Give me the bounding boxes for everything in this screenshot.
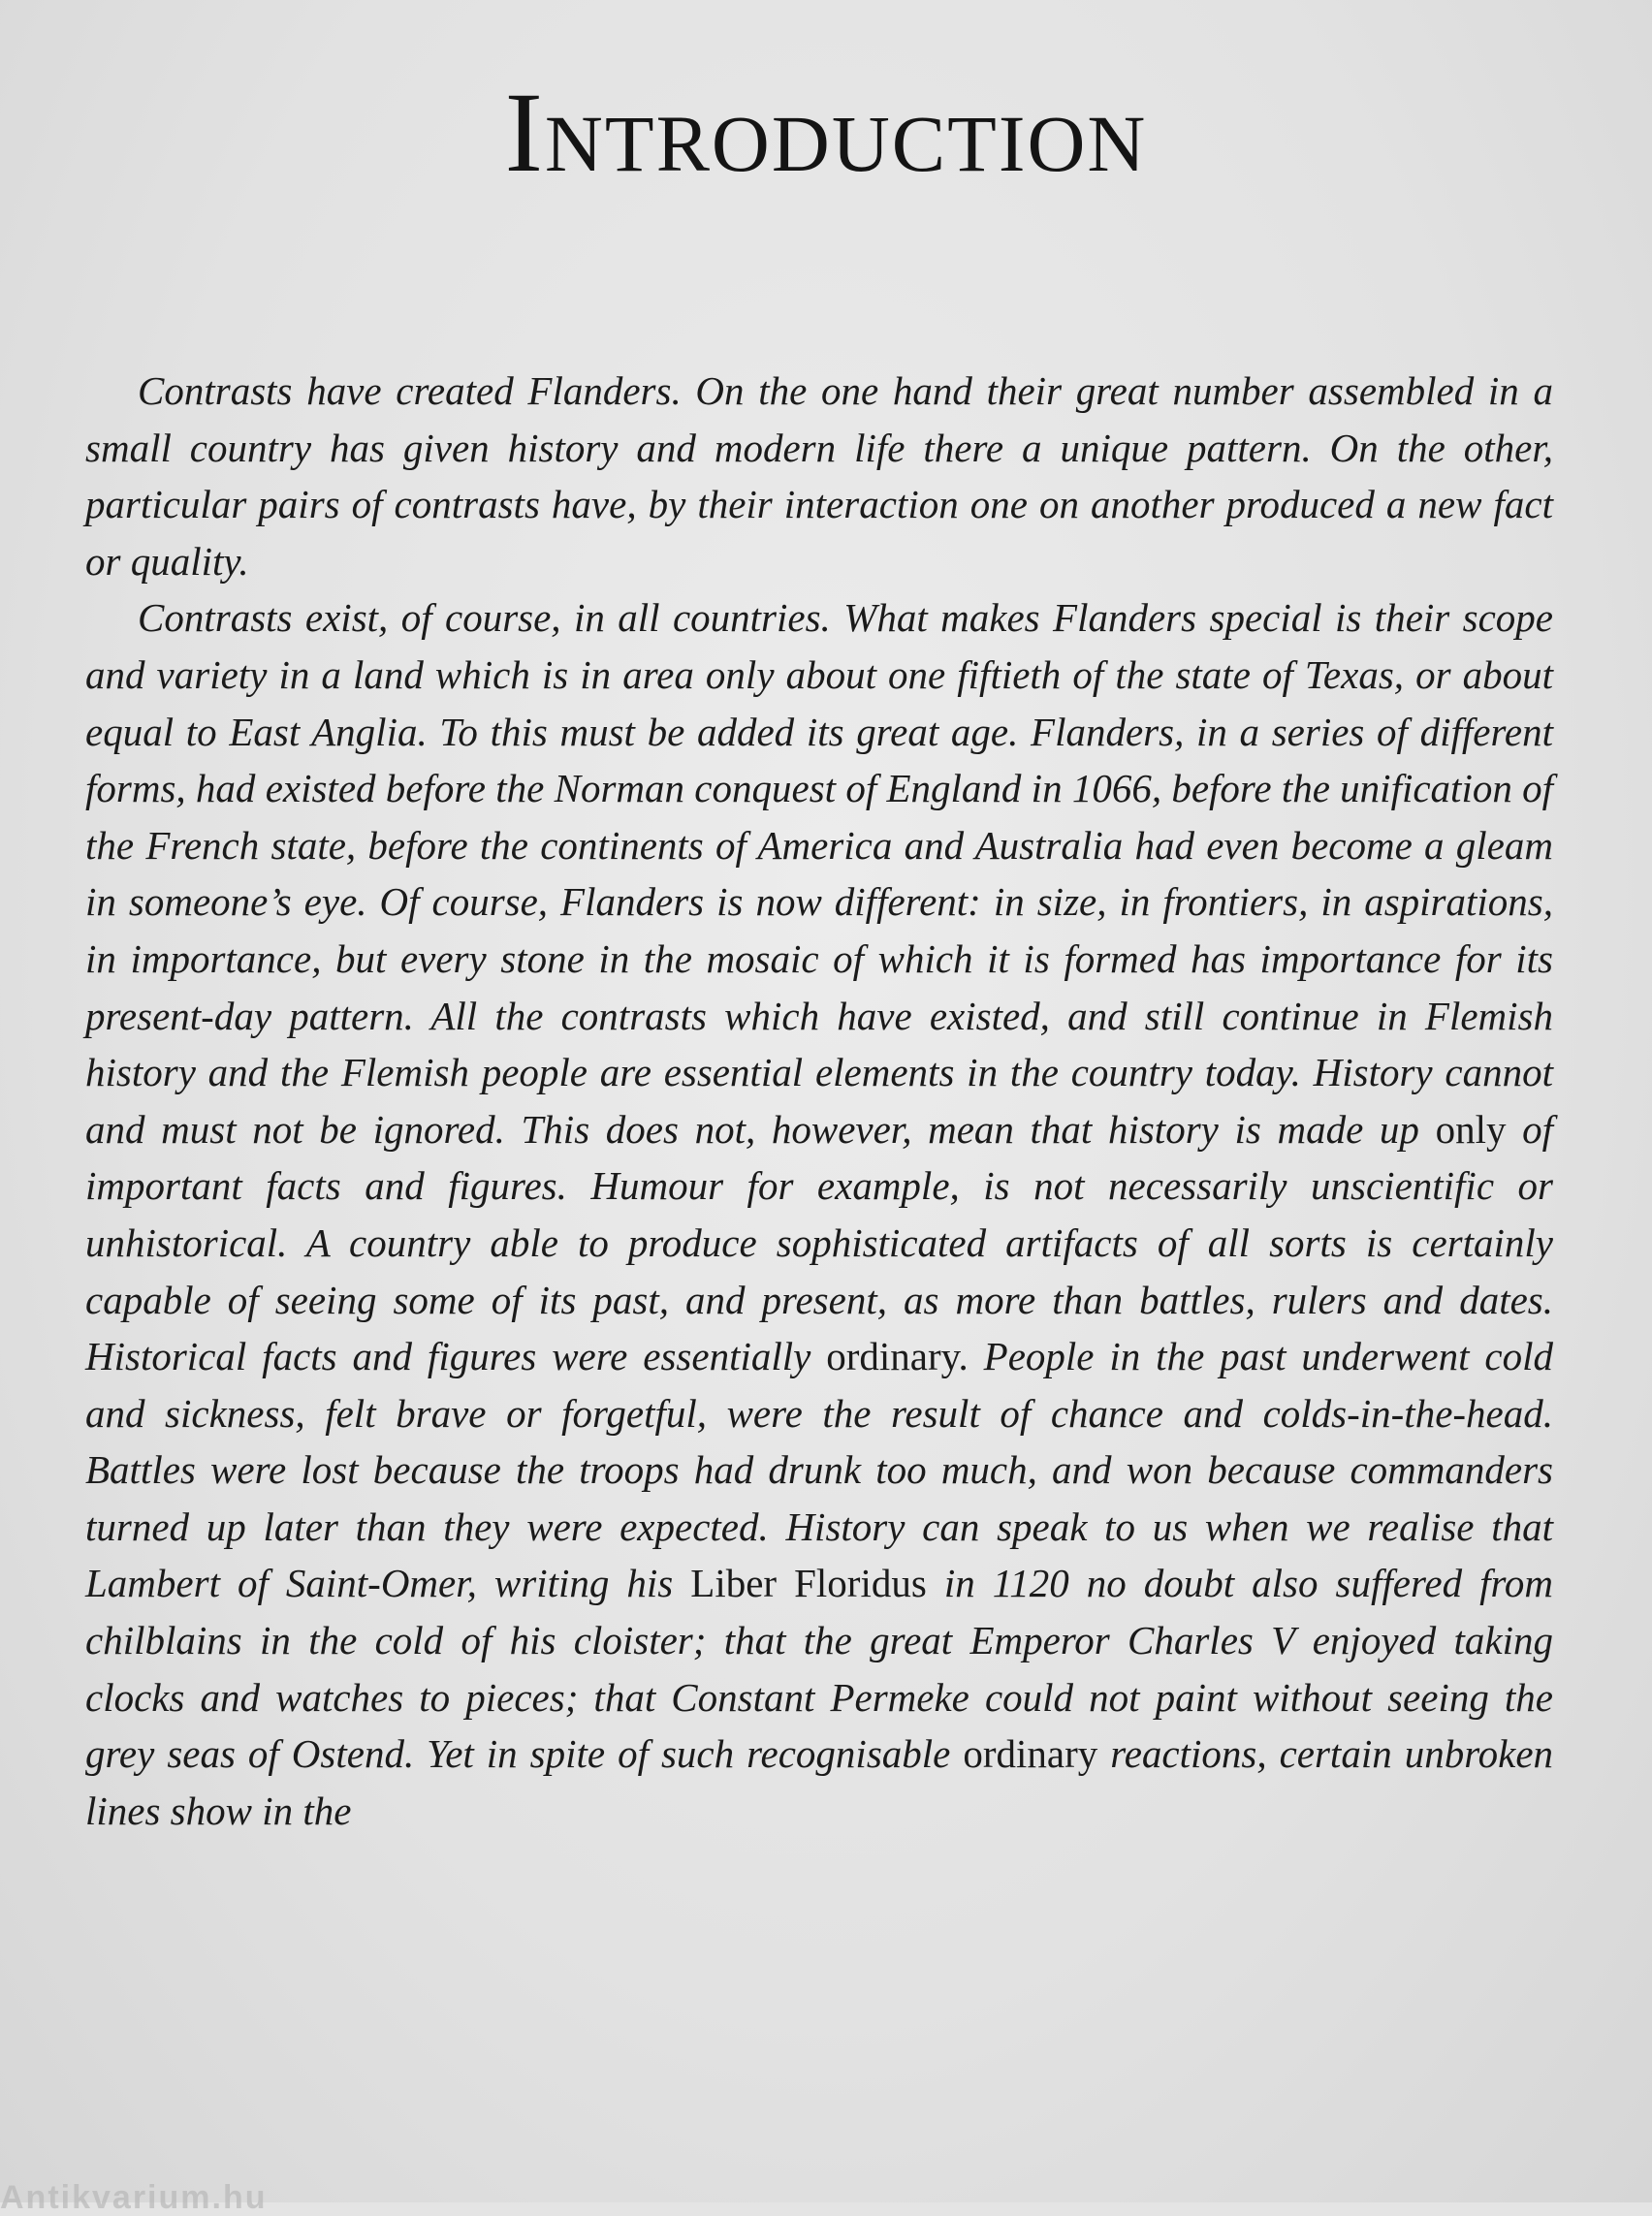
paragraph-1: Contrasts have created Flanders. On the one hand their great number assembled in a small country has given history and modern life there a unique pattern. On the other, particular pairs of contrasts have, by their interaction one on another produced a new fact or quality. [85,368,1553,584]
body-text [85,363,1553,1839]
roman-word-ordinary-2: ordinary [963,1731,1098,1777]
roman-word-only: only [1435,1106,1507,1152]
paragraph-2-part-2: of important facts and figures. Humour for example, is not necessarily unscientific or unhistorical. A country able to produce sophisticated artifacts of all sorts is certainly capable of seeing some of its past, and present, as more than battles, rulers and dates. Historical facts and figures were essentially [85,1106,1554,1379]
paragraph-2-part-3: People in the past underwent cold and sickness, felt brave or forgetful, were the result of chance and colds-in-the-head. Battles were lost because the troops had drunk too much, and won because commanders turned up later than they were expected. History can speak to us when we realise that Lambert of Saint-Omer, writing his [85,1334,1554,1606]
paragraph-2-part-1: Contrasts exist, of course, in all countries. What makes Flanders special is their scope and variety in a land which is in area only about one fiftieth of the state of Texas, or about equal to East Anglia. To this must be added its great age. Flanders, in a series of different forms, had existed before the Norman conquest of England in 1066, before the unification of the French state, before the continents of America and Australia had even become a gleam in someone’s eye. Of course, Flanders is now different: in size, in frontiers, in aspirations, in importance, but every stone in the mosaic of which it is formed has importance for its present-day pattern. All the contrasts which have existed, and still continue in Flemish history and the Flemish people are essential elements in the country today. History cannot and must not be ignored. This does not, however, mean that history is made up [85,595,1553,1152]
book-title-liber-floridus: Liber Floridus [690,1561,927,1606]
roman-word-ordinary: ordinary. [826,1334,969,1379]
paragraph-2-part-4: in 1120 no doubt also suffered from chilblains in the cold of his cloister; that the great Emperor Charles V enjoyed taking clocks and watches to pieces; that Constant Permeke could not paint without seeing the grey seas of Ostend. Yet in spite of such recognisable [85,1561,1554,1777]
paragraph-2 [85,589,1553,1839]
page-title: Introduction [504,69,1148,196]
watermark: Antikvarium.hu [0,2179,268,2216]
paragraph-2-part-5: reactions, certain unbroken lines show in the [85,1731,1554,1833]
